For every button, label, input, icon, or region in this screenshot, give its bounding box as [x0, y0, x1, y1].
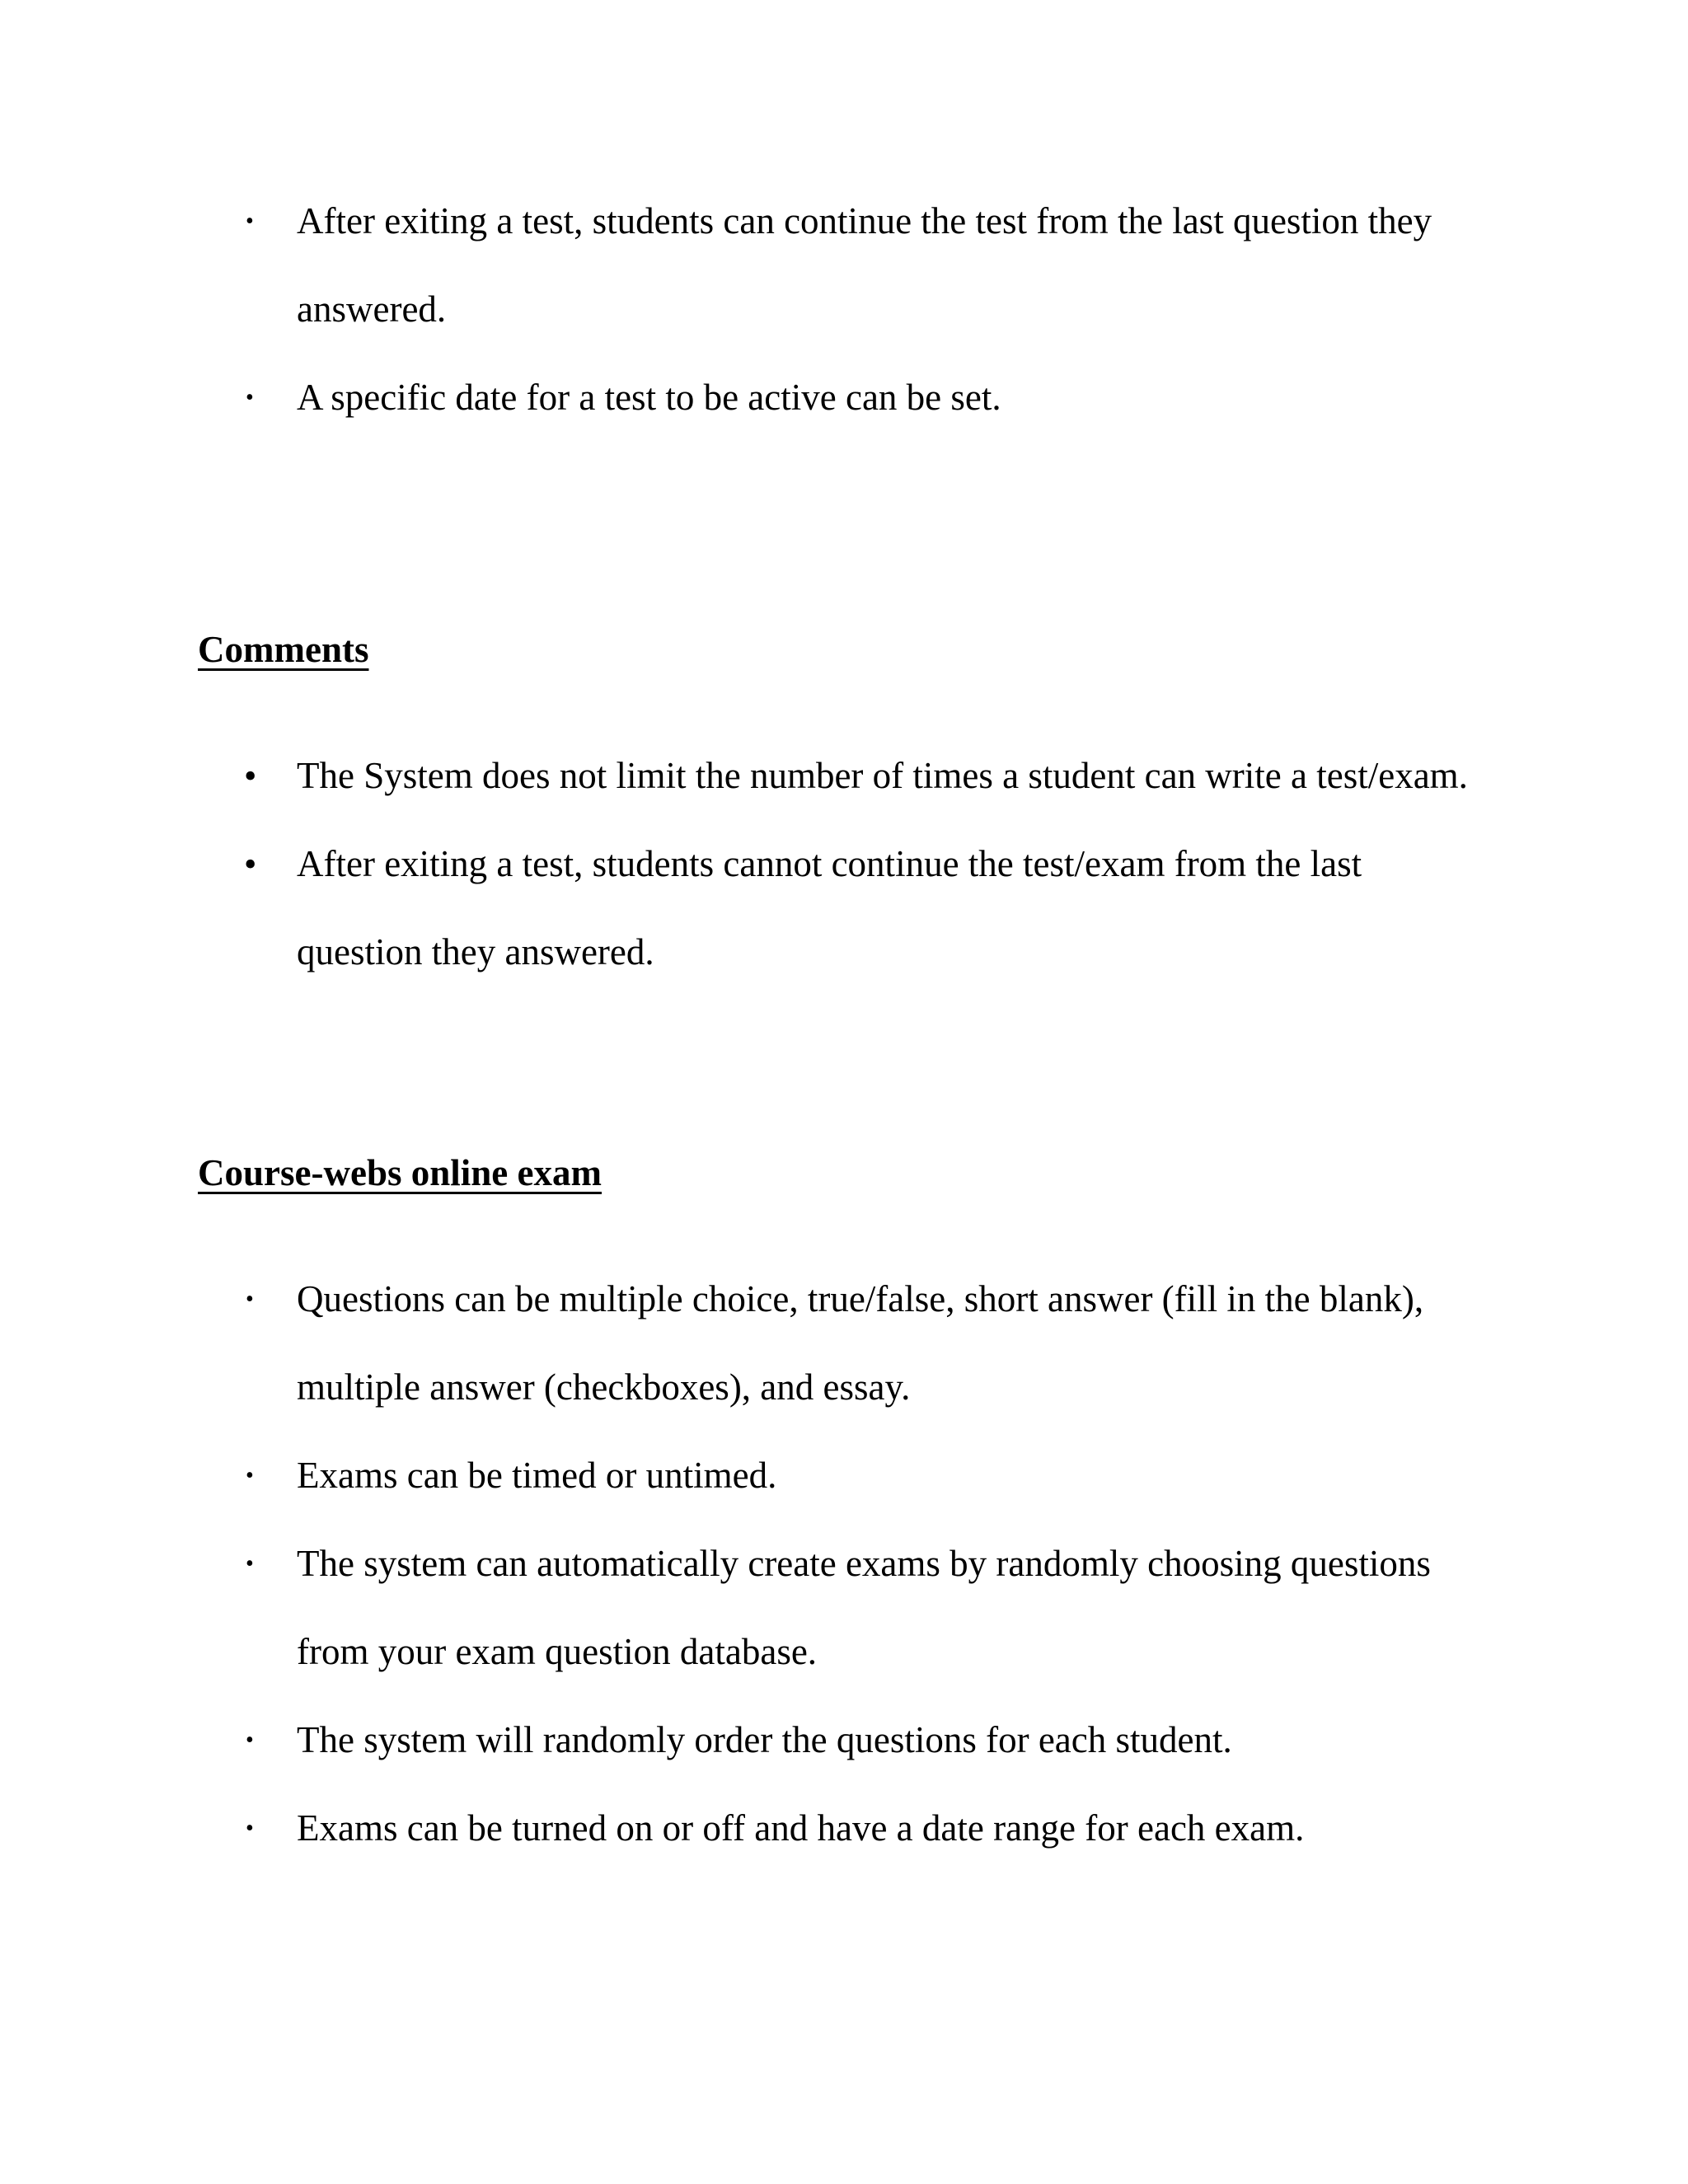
list-item — [0, 177, 1688, 354]
list-item — [0, 1432, 1688, 1520]
list-item-text: Questions can be multiple choice, true/false, short answer (fill in the blank), multiple answer (checkboxes), and essay. — [297, 1278, 1424, 1408]
bullet-icon: • — [246, 209, 254, 234]
list-item-text: The system will randomly order the questions for each student. — [297, 1719, 1232, 1760]
list-item-text: A specific date for a test to be active can be set. — [297, 377, 1001, 418]
bullet-icon: • — [244, 844, 257, 884]
list-item-text: Exams can be turned on or off and have a date range for each exam. — [297, 1807, 1305, 1849]
list-item — [0, 354, 1688, 442]
list-item — [0, 1784, 1688, 1872]
list-item-text: The System does not limit the number of times a student can write a test/exam. — [297, 755, 1468, 796]
list-item — [0, 820, 1688, 996]
comments-bullet-list — [0, 732, 1688, 996]
list-item-text: The system can automatically create exams by randomly choosing questions from your exam question database. — [297, 1543, 1431, 1672]
list-item-text: Exams can be timed or untimed. — [297, 1455, 777, 1496]
top-list-section — [0, 177, 1688, 442]
top-bullet-list — [0, 177, 1688, 442]
comments-heading: Comments — [198, 629, 369, 670]
coursewebs-list-section — [0, 1255, 1688, 1872]
bullet-icon: • — [246, 1286, 254, 1312]
coursewebs-bullet-list — [0, 1255, 1688, 1872]
bullet-icon: • — [246, 1551, 254, 1577]
bullet-icon: • — [246, 1727, 254, 1753]
list-item — [0, 1520, 1688, 1696]
list-item — [0, 1696, 1688, 1784]
list-item-text: After exiting a test, students cannot continue the test/exam from the last question they answered. — [297, 843, 1362, 972]
bullet-icon: • — [246, 385, 254, 410]
list-item-text: After exiting a test, students can continue the test from the last question they answered. — [297, 200, 1432, 330]
coursewebs-heading: Course-webs online exam — [198, 1152, 602, 1193]
comments-list-section — [0, 732, 1688, 996]
list-item — [0, 1255, 1688, 1432]
bullet-icon: • — [244, 756, 257, 796]
list-item — [0, 732, 1688, 820]
bullet-icon: • — [246, 1816, 254, 1841]
bullet-icon: • — [246, 1463, 254, 1488]
